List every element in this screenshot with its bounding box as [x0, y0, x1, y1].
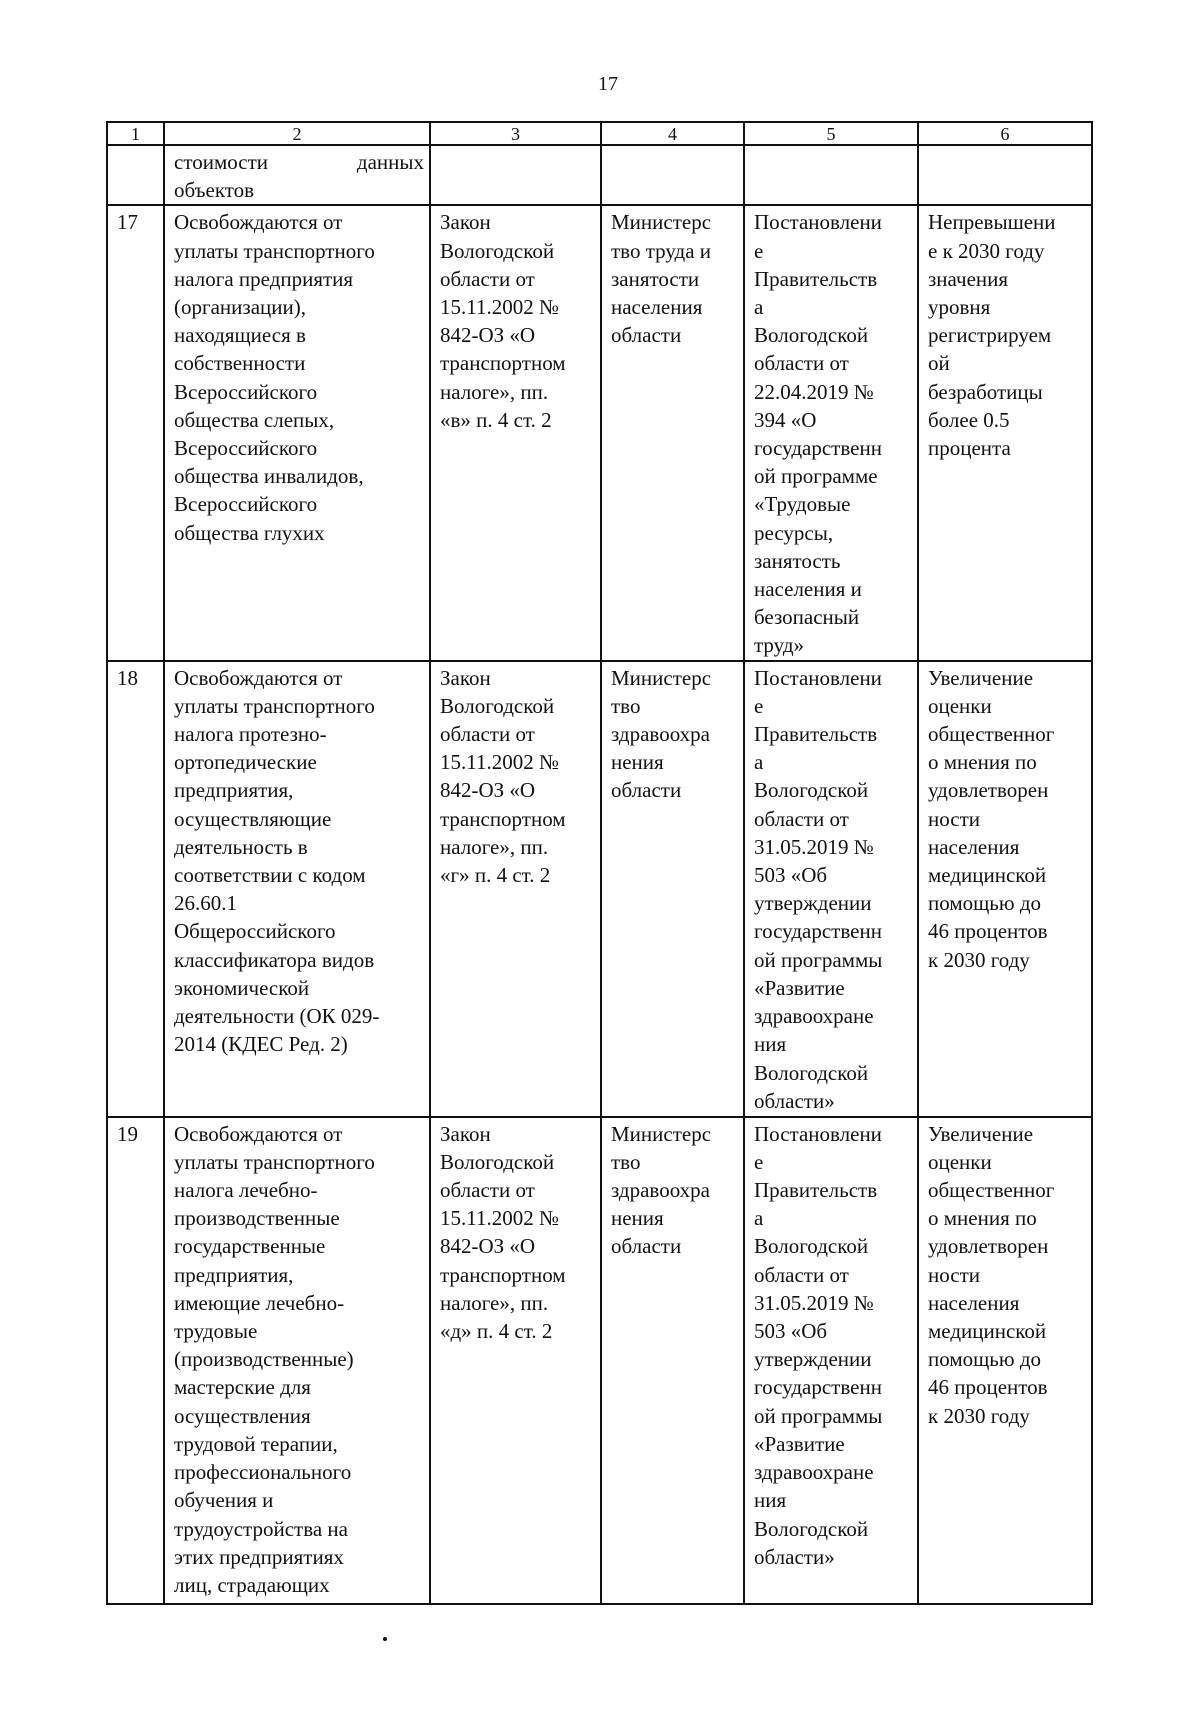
column-number-4: 4: [601, 122, 744, 145]
table-header-row: [107, 122, 1092, 145]
column-number-1: 1: [107, 122, 164, 145]
target-cell: [918, 1117, 1092, 1604]
legal-basis: Закон Вологодской области от 15.11.2002 № 842-ОЗ «О транспортном налоге», пп. «в» п. 4 ст. 2: [440, 210, 566, 432]
legal-basis-cell: [430, 205, 601, 660]
column-number-5: 5: [744, 122, 918, 145]
continuation-law-cell: [430, 145, 601, 205]
curator-cell: [601, 205, 744, 660]
state-program: Постановлени е Правительств а Вологодской области от 31.05.2019 № 503 «Об утверждении государственн ой программы «Развитие здравоохране ния Вологодской области»: [754, 665, 883, 1113]
column-number-3: 3: [430, 122, 601, 145]
target-indicator: Увеличение оценки общественног о мнения по удовлетворен ности населения медицинской помощью до 46 процентов к 2030 году: [928, 665, 1055, 972]
state-program: Постановлени е Правительств а Вологодской области от 31.05.2019 № 503 «Об утверждении государственн ой программы «Развитие здравоохране ния Вологодской области»: [754, 1121, 883, 1569]
target-cell: [918, 205, 1092, 660]
legal-basis-cell: [430, 661, 601, 1117]
row-number: 19: [107, 1117, 164, 1604]
continuation-row: [107, 145, 1092, 205]
table-row: [107, 661, 1092, 1117]
curator-cell: [601, 1117, 744, 1604]
column-number-2: 2: [164, 122, 430, 145]
continuation-line-1: [174, 148, 424, 176]
benefit-description: Освобождаются от уплаты транспортного налога предприятия (организации), находящиеся в собственности Всероссийского общества слепых, Всероссийского общества инвалидов, Всероссийского общества глухих: [174, 210, 375, 545]
benefit-description: Освобождаются от уплаты транспортного налога протезно- ортопедические предприятия, осуществляющие деятельность в соответствии с кодом 26.60.1 Общероссийского классификатора видов экономической деятельности (ОК 029- 2014 (КДЕС Ред. 2): [174, 665, 380, 1057]
scan-dot-mark: [383, 1637, 387, 1641]
tax-benefits-table: [106, 121, 1093, 1605]
target-indicator: Непревышени е к 2030 году значения уровня регистрируем ой безработицы более 0.5 процента: [928, 210, 1056, 461]
row-number: 18: [107, 661, 164, 1117]
continuation-program-cell: [744, 145, 918, 205]
table-row: [107, 1117, 1092, 1604]
curator-ministry: Министерс тво здравоохра нения области: [611, 665, 712, 803]
row-number: 17: [107, 205, 164, 660]
continuation-word-1: стоимости: [174, 150, 269, 174]
page-number: 17: [598, 73, 618, 95]
program-cell: [744, 205, 918, 660]
benefit-description-cell: [164, 205, 430, 660]
program-cell: [744, 661, 918, 1117]
legal-basis-cell: [430, 1117, 601, 1604]
program-cell: [744, 1117, 918, 1604]
continuation-ministry-cell: [601, 145, 744, 205]
continuation-num-cell: [107, 145, 164, 205]
benefit-description-cell: [164, 1117, 430, 1604]
continuation-target-cell: [918, 145, 1092, 205]
legal-basis: Закон Вологодской области от 15.11.2002 № 842-ОЗ «О транспортном налоге», пп. «г» п. 4 ст. 2: [440, 665, 566, 888]
benefit-description-cell: [164, 661, 430, 1117]
curator-ministry: Министерс тво труда и занятости населения области: [611, 210, 712, 348]
curator-cell: [601, 661, 744, 1117]
benefit-description: Освобождаются от уплаты транспортного налога лечебно- производственные государственные предприятия, имеющие лечебно- трудовые (производственные) мастерские для осуществления трудовой терапии, профессионального обучения и трудоустройства на этих предприятиях лиц, страдающих: [174, 1121, 375, 1597]
continuation-line-2: объектов: [174, 178, 255, 203]
state-program: Постановлени е Правительств а Вологодской области от 22.04.2019 № 394 «О государственн ой программе «Трудовые ресурсы, занятость населения и безопасный труд»: [754, 210, 882, 658]
table-row: [107, 205, 1092, 660]
column-number-6: 6: [918, 122, 1092, 145]
continuation-word-2: данных: [356, 150, 424, 174]
target-cell: [918, 661, 1092, 1117]
continuation-description-cell: [164, 145, 430, 205]
legal-basis: Закон Вологодской области от 15.11.2002 № 842-ОЗ «О транспортном налоге», пп. «д» п. 4 ст. 2: [440, 1121, 566, 1344]
target-indicator: Увеличение оценки общественног о мнения по удовлетворен ности населения медицинской помощью до 46 процентов к 2030 году: [928, 1121, 1055, 1428]
curator-ministry: Министерс тво здравоохра нения области: [611, 1121, 712, 1259]
